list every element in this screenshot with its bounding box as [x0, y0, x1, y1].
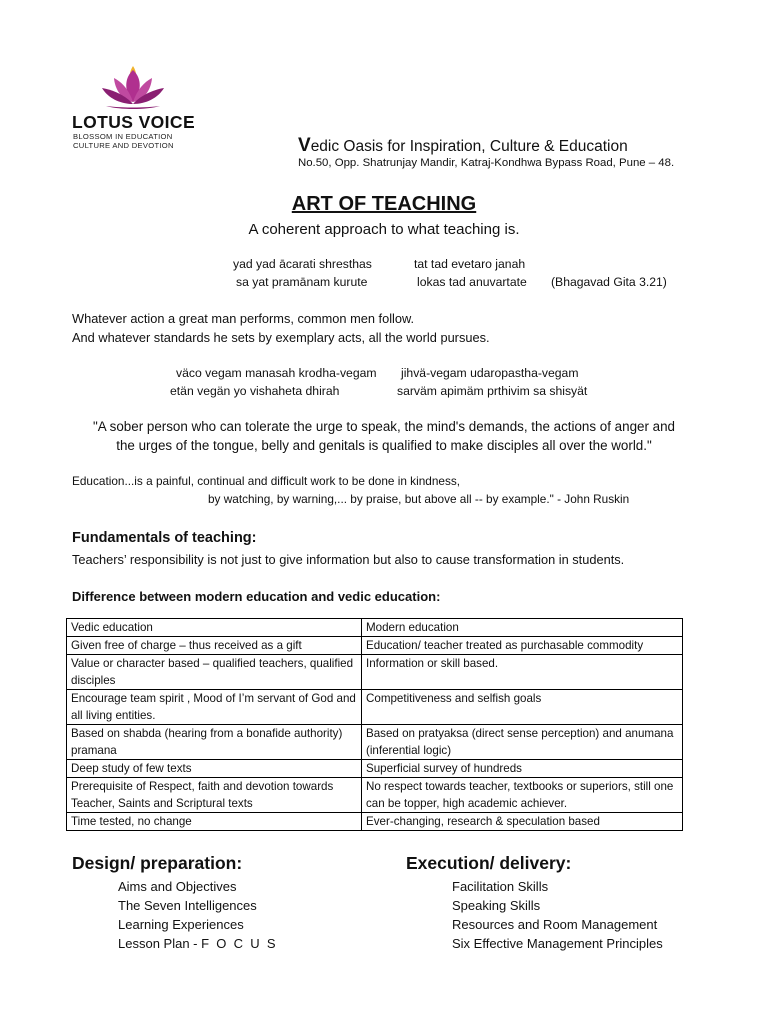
- logo-tagline-1: BLOSSOM IN EDUCATION: [73, 132, 173, 141]
- table-row: [67, 690, 683, 725]
- list-item: Aims and Objectives: [118, 879, 237, 894]
- table-cell: Education/ teacher treated as purchasable commodity: [362, 637, 683, 655]
- table-cell: No respect towards teacher, textbooks or superiors, still one can be topper, high academic achiever.: [362, 778, 683, 813]
- translation2-line1: "A sober person who can tolerate the urge to speak, the mind's demands, the actions of anger and: [93, 419, 675, 434]
- verse1-line1-a: yad yad ācarati shresthas: [233, 257, 372, 271]
- page-subtitle: A coherent approach to what teaching is.: [248, 221, 520, 238]
- verse1-source: (Bhagavad Gita 3.21): [551, 275, 667, 289]
- difference-heading: Difference between modern education and vedic education:: [72, 589, 441, 604]
- table-row: [67, 655, 683, 690]
- page-title-text: ART OF TEACHING: [291, 193, 477, 215]
- execution-heading: Execution/ delivery:: [406, 853, 572, 873]
- list-item: Resources and Room Management: [452, 917, 658, 932]
- fundamentals-heading: Fundamentals of teaching:: [72, 530, 257, 546]
- table-cell: Value or character based – qualified teachers, qualified disciples: [67, 655, 362, 690]
- org-name-initial: V: [298, 135, 311, 156]
- table-cell: Given free of charge – thus received as a gift: [67, 637, 362, 655]
- table-cell: Superficial survey of hundreds: [362, 760, 683, 778]
- quote-line2: by watching, by warning,... by praise, but above all -- by example." - John Ruskin: [208, 492, 630, 506]
- list-item: The Seven Intelligences: [118, 898, 257, 913]
- table-row: [67, 760, 683, 778]
- list-item: Learning Experiences: [118, 917, 244, 932]
- org-name-rest: edic Oasis for Inspiration, Culture & Education: [310, 138, 628, 155]
- lotus-icon: [100, 62, 166, 112]
- verse2-line2-a: etän vegän yo vishaheta dhirah: [170, 384, 340, 398]
- list-item: Speaking Skills: [452, 898, 541, 913]
- verse2-line1-b: jihvä-vegam udaropastha-vegam: [401, 366, 579, 380]
- verse1-line2-b: lokas tad anuvartate: [417, 275, 527, 289]
- fundamentals-text: Teachers’ responsibility is not just to give information but also to cause transformation in students.: [72, 552, 625, 567]
- logo-tagline-2: CULTURE AND DEVOTION: [73, 141, 174, 150]
- table-cell: Based on shabda (hearing from a bonafide authority) pramana: [67, 725, 362, 760]
- translation1-line1: Whatever action a great man performs, common men follow.: [72, 311, 415, 326]
- verse2-line1-a: väco vegam manasah krodha-vegam: [176, 366, 377, 380]
- verse2-line2-b: sarväm apimäm prthivim sa shisyät: [397, 384, 588, 398]
- design-heading: Design/ preparation:: [72, 853, 243, 873]
- translation1-line2: And whatever standards he sets by exemplary acts, all the world pursues.: [72, 330, 490, 345]
- table-cell: Information or skill based.: [362, 655, 683, 690]
- execution-list: [452, 877, 663, 953]
- table-cell: Encourage team spirit , Mood of I’m servant of God and all living entities.: [67, 690, 362, 725]
- column-header-modern: Modern education: [362, 619, 683, 637]
- table-cell: Prerequisite of Respect, faith and devotion towards Teacher, Saints and Scriptural texts: [67, 778, 362, 813]
- page-title: [0, 193, 768, 216]
- verse1-line2-a: sa yat pramānam kurute: [236, 275, 368, 289]
- translation2-line2: the urges of the tongue, belly and genitals is qualified to make disciples all over the world.": [116, 438, 652, 453]
- quote-line1: Education...is a painful, continual and difficult work to be done in kindness,: [72, 474, 461, 488]
- table-cell: Competitiveness and selfish goals: [362, 690, 683, 725]
- table-cell: Ever-changing, research & speculation based: [362, 813, 683, 831]
- org-name: [298, 135, 628, 157]
- table-row: [67, 778, 683, 813]
- table-cell: Based on pratyaksa (direct sense perception) and anumana (inferential logic): [362, 725, 683, 760]
- verse1-line1-b: tat tad evetaro janah: [414, 257, 526, 271]
- table-row: [67, 725, 683, 760]
- logo-title: LOTUS VOICE: [72, 112, 196, 132]
- list-item: Facilitation Skills: [452, 879, 549, 894]
- comparison-table: [66, 618, 683, 831]
- column-header-vedic: Vedic education: [67, 619, 362, 637]
- table-cell: Time tested, no change: [67, 813, 362, 831]
- table-header-row: [67, 619, 683, 637]
- org-address: No.50, Opp. Shatrunjay Mandir, Katraj-Kondhwa Bypass Road, Pune – 48.: [298, 157, 675, 169]
- table-row: [67, 637, 683, 655]
- design-list: [118, 877, 276, 953]
- table-row: [67, 813, 683, 831]
- list-item: Six Effective Management Principles: [452, 936, 663, 951]
- table-cell: Deep study of few texts: [67, 760, 362, 778]
- list-item: Lesson Plan - F O C U S: [118, 936, 276, 951]
